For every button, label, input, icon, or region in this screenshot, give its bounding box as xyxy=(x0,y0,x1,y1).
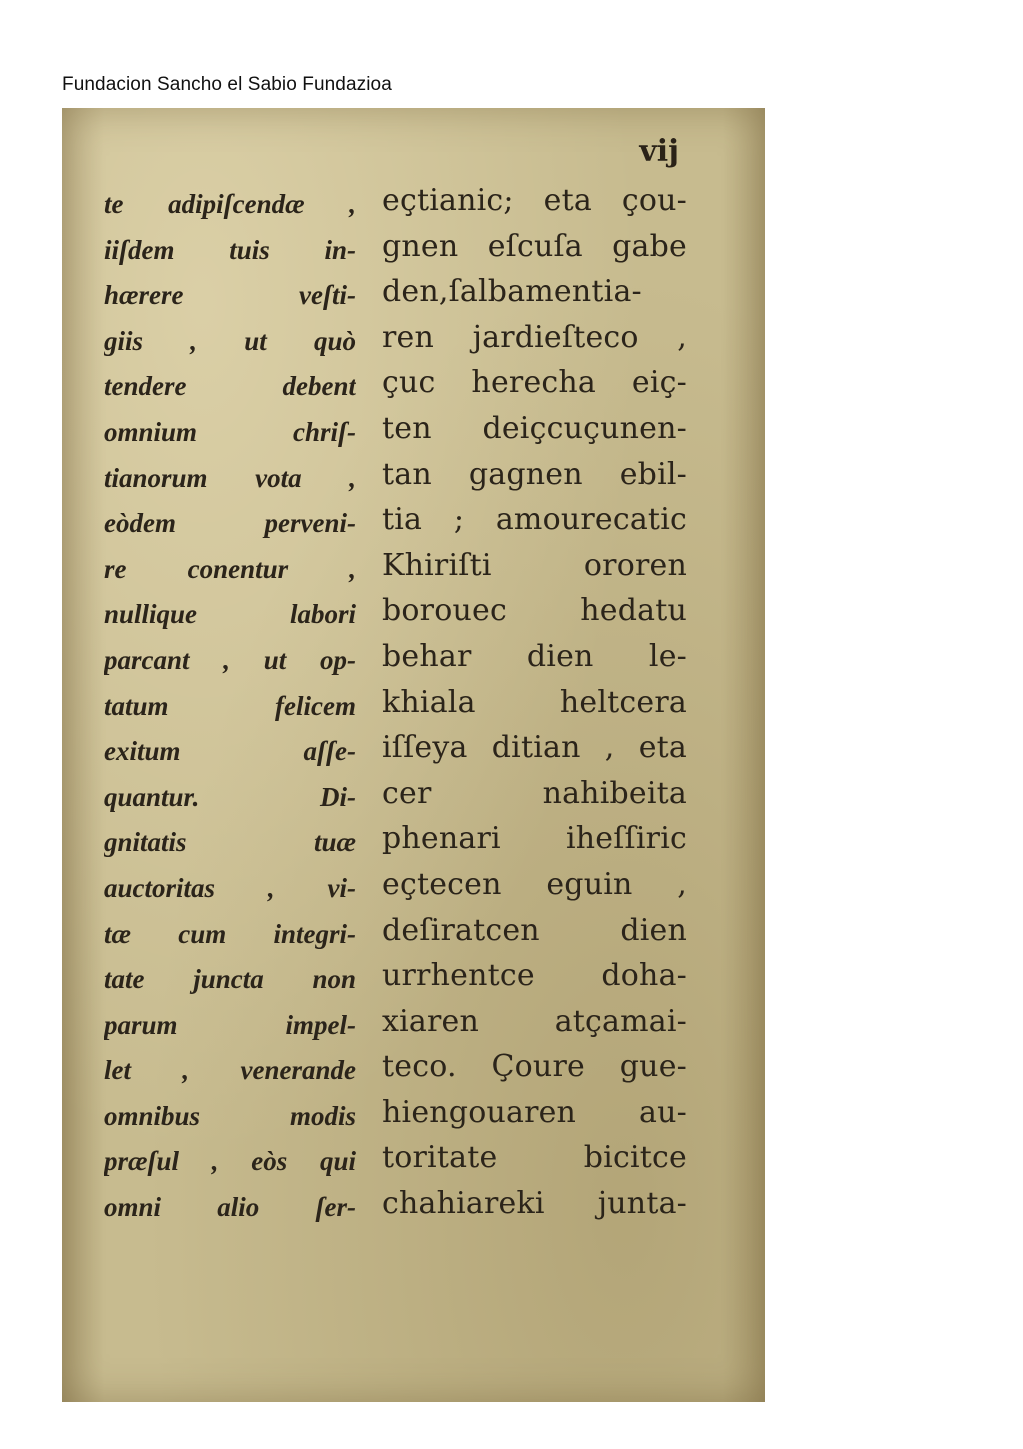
latin-line: omnibus modis xyxy=(104,1100,356,1131)
basque-line: cer nahibeita xyxy=(382,775,687,811)
latin-line: te adipiſcendæ , xyxy=(104,189,356,219)
latin-line: hærere veſti- xyxy=(104,280,356,311)
scanned-page xyxy=(62,108,765,1402)
latin-line: quantur. Di- xyxy=(104,781,356,812)
latin-line: omni alio ſer- xyxy=(104,1192,356,1223)
latin-line: tatum felicem xyxy=(104,690,356,721)
latin-line: tæ cum integri- xyxy=(104,918,356,949)
latin-line: parcant , ut op- xyxy=(104,644,356,675)
basque-line: borouec hedatu xyxy=(382,593,687,629)
basque-line: behar dien le- xyxy=(382,638,687,674)
latin-line: parum impel- xyxy=(104,1009,356,1040)
latin-line: iiſdem tuis in- xyxy=(104,234,356,265)
basque-line: phenari iheſſiric xyxy=(382,821,687,857)
basque-line: toritate bicitce xyxy=(382,1140,687,1176)
basque-line: iſſeya ditian , eta xyxy=(382,730,687,766)
basque-line: tan gagnen ebil- xyxy=(382,456,687,492)
basque-line: eçtecen eguin , xyxy=(382,866,687,902)
basque-column xyxy=(382,178,687,1227)
latin-line: nullique labori xyxy=(104,599,356,630)
basque-line: urrhentce doha- xyxy=(382,958,687,994)
latin-line: auctoritas , vi- xyxy=(104,872,356,903)
basque-line: çuc herecha eiç- xyxy=(382,365,687,401)
basque-line: deſiratcen dien xyxy=(382,912,687,948)
latin-line: gnitatis tuæ xyxy=(104,827,356,858)
basque-line: teco. Çoure gue- xyxy=(382,1049,687,1085)
latin-line: re conentur , xyxy=(104,553,356,584)
basque-line: tia ; amourecatic xyxy=(382,502,687,538)
basque-line: den,ſalbamentia- xyxy=(382,274,642,310)
basque-line: Khiriſti ororen xyxy=(382,547,687,583)
latin-line: let , venerande xyxy=(104,1055,356,1086)
latin-line: omnium chriſ- xyxy=(104,416,356,447)
archive-header: Fundacion Sancho el Sabio Fundazioa xyxy=(62,74,392,95)
page-number: vij xyxy=(639,134,679,169)
basque-line: xiaren atçamai- xyxy=(382,1003,687,1039)
latin-line: præſul , eòs qui xyxy=(104,1146,356,1177)
basque-line: gnen eſcuſa gabe xyxy=(382,228,687,264)
basque-line: ten deiçcuçunen- xyxy=(382,410,687,446)
basque-line: ren jardieſteco , xyxy=(382,319,687,355)
latin-line: tate juncta non xyxy=(104,964,356,995)
basque-line: hiengouaren au- xyxy=(382,1094,687,1130)
latin-column xyxy=(104,182,356,1231)
basque-line: eçtianic; eta çou- xyxy=(382,183,687,218)
latin-line: tianorum vota , xyxy=(104,462,356,493)
latin-line: giis , ut quò xyxy=(104,325,356,356)
latin-line: tendere debent xyxy=(104,371,356,402)
basque-line: khiala heltcera xyxy=(382,684,687,720)
latin-line: exitum aſſe- xyxy=(104,736,356,767)
basque-line: chahiareki junta- xyxy=(382,1186,687,1222)
latin-line: eòdem perveni- xyxy=(104,508,356,539)
